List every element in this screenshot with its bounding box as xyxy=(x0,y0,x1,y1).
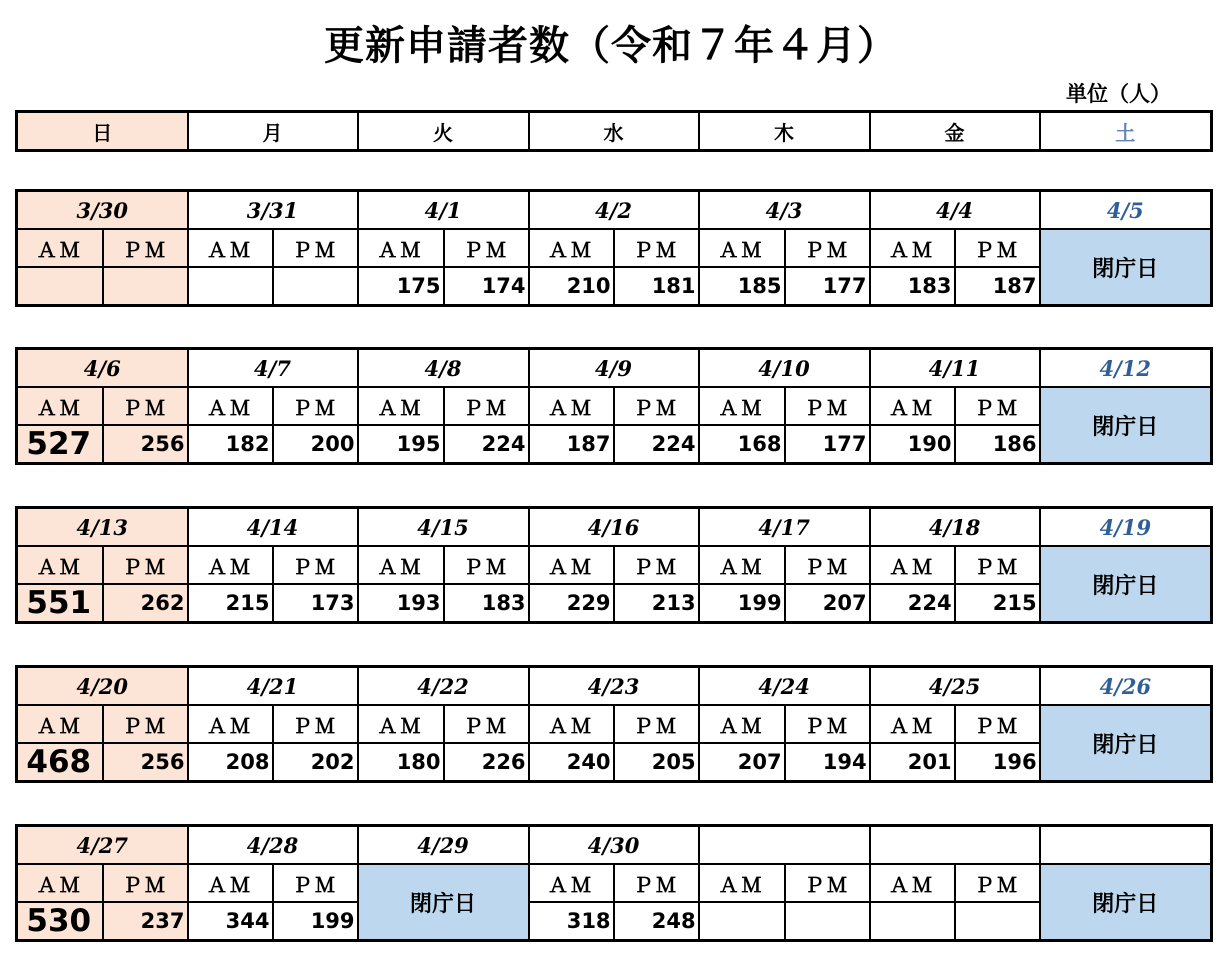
am-label: ＡＭ xyxy=(870,864,955,902)
am-count: 224 xyxy=(870,584,955,623)
am-count: 182 xyxy=(188,425,273,464)
pm-label: ＰＭ xyxy=(955,387,1040,425)
week-table xyxy=(15,824,1213,942)
pm-count: 173 xyxy=(273,584,358,623)
pm-count: 199 xyxy=(273,902,358,941)
closed-day-cell: 閉庁日 xyxy=(358,864,529,941)
am-count xyxy=(17,267,103,306)
pm-label: ＰＭ xyxy=(444,705,529,743)
date-cell-wed: 4/9 xyxy=(529,349,699,388)
pm-count: 177 xyxy=(785,267,870,306)
am-label: ＡＭ xyxy=(699,864,785,902)
am-count xyxy=(870,902,955,941)
pm-count: 200 xyxy=(273,425,358,464)
pm-label: ＰＭ xyxy=(273,705,358,743)
pm-count xyxy=(103,267,188,306)
am-count xyxy=(699,902,785,941)
date-cell-mon: 3/31 xyxy=(188,191,358,230)
pm-count: 177 xyxy=(785,425,870,464)
am-label: ＡＭ xyxy=(870,229,955,267)
pm-label: ＰＭ xyxy=(785,705,870,743)
am-count: 175 xyxy=(358,267,444,306)
pm-count: 224 xyxy=(444,425,529,464)
date-cell-tue: 4/8 xyxy=(358,349,529,388)
pm-count: 215 xyxy=(955,584,1040,623)
am-label: ＡＭ xyxy=(529,864,614,902)
date-cell-sat: 4/5 xyxy=(1040,191,1212,230)
am-label: ＡＭ xyxy=(17,387,103,425)
date-cell-thu: 4/3 xyxy=(699,191,870,230)
am-label: ＡＭ xyxy=(699,546,785,584)
am-label: ＡＭ xyxy=(358,229,444,267)
weekday-header xyxy=(15,110,1213,152)
am-count: 185 xyxy=(699,267,785,306)
date-cell-fri: 4/25 xyxy=(870,667,1040,706)
am-count: 215 xyxy=(188,584,273,623)
date-cell-wed: 4/30 xyxy=(529,826,699,865)
am-count: 468 xyxy=(17,743,103,782)
pm-count: 207 xyxy=(785,584,870,623)
pm-count: 256 xyxy=(103,425,188,464)
pm-count: 196 xyxy=(955,743,1040,782)
am-label: ＡＭ xyxy=(188,229,273,267)
pm-count: 181 xyxy=(614,267,699,306)
date-cell-wed: 4/2 xyxy=(529,191,699,230)
date-cell-sun: 4/13 xyxy=(17,508,188,547)
pm-count: 174 xyxy=(444,267,529,306)
date-cell-sun: 4/27 xyxy=(17,826,188,865)
week-table xyxy=(15,665,1213,783)
pm-count: 187 xyxy=(955,267,1040,306)
date-cell-fri: 4/18 xyxy=(870,508,1040,547)
pm-label: ＰＭ xyxy=(444,387,529,425)
date-cell-mon: 4/21 xyxy=(188,667,358,706)
weekday-thursday: 木 xyxy=(699,112,870,151)
week-table xyxy=(15,189,1213,307)
am-count: 208 xyxy=(188,743,273,782)
pm-label: ＰＭ xyxy=(614,387,699,425)
pm-label: ＰＭ xyxy=(103,546,188,584)
weekday-monday: 月 xyxy=(188,112,358,151)
week-table xyxy=(15,347,1213,465)
am-label: ＡＭ xyxy=(870,546,955,584)
pm-label: ＰＭ xyxy=(273,229,358,267)
am-label: ＡＭ xyxy=(529,387,614,425)
pm-count: 202 xyxy=(273,743,358,782)
date-cell-tue: 4/1 xyxy=(358,191,529,230)
pm-label: ＰＭ xyxy=(785,864,870,902)
am-label: ＡＭ xyxy=(358,705,444,743)
pm-label: ＰＭ xyxy=(955,705,1040,743)
am-count: 183 xyxy=(870,267,955,306)
pm-count: 205 xyxy=(614,743,699,782)
pm-label: ＰＭ xyxy=(273,864,358,902)
date-cell-fri: 4/4 xyxy=(870,191,1040,230)
page-title: 更新申請者数（令和７年４月） xyxy=(324,23,898,69)
date-cell-sun: 4/6 xyxy=(17,349,188,388)
weekday-wednesday: 水 xyxy=(529,112,699,151)
pm-label: ＰＭ xyxy=(614,864,699,902)
date-cell-sat: 4/12 xyxy=(1040,349,1212,388)
am-label: ＡＭ xyxy=(870,387,955,425)
am-count: 530 xyxy=(17,902,103,941)
weekday-saturday: 土 xyxy=(1040,112,1212,151)
pm-label: ＰＭ xyxy=(955,546,1040,584)
am-label: ＡＭ xyxy=(699,705,785,743)
date-cell-tue: 4/15 xyxy=(358,508,529,547)
pm-count: 256 xyxy=(103,743,188,782)
am-label: ＡＭ xyxy=(188,387,273,425)
am-count: 201 xyxy=(870,743,955,782)
am-count: 199 xyxy=(699,584,785,623)
pm-count xyxy=(273,267,358,306)
pm-count: 237 xyxy=(103,902,188,941)
pm-count: 183 xyxy=(444,584,529,623)
pm-count: 248 xyxy=(614,902,699,941)
pm-label: ＰＭ xyxy=(785,387,870,425)
am-label: ＡＭ xyxy=(358,387,444,425)
pm-label: ＰＭ xyxy=(785,546,870,584)
pm-label: ＰＭ xyxy=(103,705,188,743)
am-label: ＡＭ xyxy=(529,229,614,267)
am-count: 527 xyxy=(17,425,103,464)
am-label: ＡＭ xyxy=(17,864,103,902)
closed-day-cell: 閉庁日 xyxy=(1040,387,1212,464)
date-cell-tue: 4/22 xyxy=(358,667,529,706)
am-count: 187 xyxy=(529,425,614,464)
closed-day-cell: 閉庁日 xyxy=(1040,229,1212,306)
closed-day-cell: 閉庁日 xyxy=(1040,705,1212,782)
date-cell-wed: 4/16 xyxy=(529,508,699,547)
am-label: ＡＭ xyxy=(699,229,785,267)
am-count: 240 xyxy=(529,743,614,782)
pm-label: ＰＭ xyxy=(103,387,188,425)
pm-count: 262 xyxy=(103,584,188,623)
am-label: ＡＭ xyxy=(529,546,614,584)
am-label: ＡＭ xyxy=(529,705,614,743)
am-count: 193 xyxy=(358,584,444,623)
am-label: ＡＭ xyxy=(699,387,785,425)
closed-day-cell: 閉庁日 xyxy=(1040,546,1212,623)
am-count: 180 xyxy=(358,743,444,782)
am-count: 190 xyxy=(870,425,955,464)
pm-count: 186 xyxy=(955,425,1040,464)
am-label: ＡＭ xyxy=(17,229,103,267)
am-label: ＡＭ xyxy=(358,546,444,584)
pm-label: ＰＭ xyxy=(785,229,870,267)
am-count: 229 xyxy=(529,584,614,623)
am-label: ＡＭ xyxy=(188,705,273,743)
unit-label: 単位（人） xyxy=(1066,82,1171,106)
am-count: 168 xyxy=(699,425,785,464)
date-cell-fri xyxy=(870,826,1040,865)
date-cell-wed: 4/23 xyxy=(529,667,699,706)
am-label: ＡＭ xyxy=(188,546,273,584)
date-cell-sat: 4/26 xyxy=(1040,667,1212,706)
pm-label: ＰＭ xyxy=(955,864,1040,902)
date-cell-sun: 4/20 xyxy=(17,667,188,706)
date-cell-sun: 3/30 xyxy=(17,191,188,230)
pm-label: ＰＭ xyxy=(444,546,529,584)
date-cell-thu: 4/17 xyxy=(699,508,870,547)
date-cell-thu: 4/10 xyxy=(699,349,870,388)
weekday-sunday: 日 xyxy=(17,112,188,151)
pm-count: 224 xyxy=(614,425,699,464)
pm-label: ＰＭ xyxy=(444,229,529,267)
am-count: 195 xyxy=(358,425,444,464)
pm-label: ＰＭ xyxy=(103,229,188,267)
week-table xyxy=(15,506,1213,624)
pm-count xyxy=(785,902,870,941)
pm-count: 194 xyxy=(785,743,870,782)
date-cell-thu: 4/24 xyxy=(699,667,870,706)
pm-label: ＰＭ xyxy=(273,387,358,425)
am-count: 318 xyxy=(529,902,614,941)
weekday-friday: 金 xyxy=(870,112,1040,151)
pm-count: 213 xyxy=(614,584,699,623)
am-label: ＡＭ xyxy=(17,705,103,743)
am-count: 210 xyxy=(529,267,614,306)
am-count: 551 xyxy=(17,584,103,623)
am-count: 344 xyxy=(188,902,273,941)
pm-label: ＰＭ xyxy=(614,705,699,743)
am-count: 207 xyxy=(699,743,785,782)
closed-day-cell: 閉庁日 xyxy=(1040,864,1212,941)
date-cell-mon: 4/14 xyxy=(188,508,358,547)
date-cell-mon: 4/7 xyxy=(188,349,358,388)
date-cell-tue: 4/29 xyxy=(358,826,529,865)
pm-label: ＰＭ xyxy=(614,229,699,267)
am-label: ＡＭ xyxy=(870,705,955,743)
date-cell-fri: 4/11 xyxy=(870,349,1040,388)
am-label: ＡＭ xyxy=(188,864,273,902)
am-label: ＡＭ xyxy=(17,546,103,584)
weekday-tuesday: 火 xyxy=(358,112,529,151)
pm-count: 226 xyxy=(444,743,529,782)
pm-label: ＰＭ xyxy=(103,864,188,902)
pm-label: ＰＭ xyxy=(273,546,358,584)
date-cell-mon: 4/28 xyxy=(188,826,358,865)
pm-count xyxy=(955,902,1040,941)
am-count xyxy=(188,267,273,306)
pm-label: ＰＭ xyxy=(614,546,699,584)
date-cell-thu xyxy=(699,826,870,865)
pm-label: ＰＭ xyxy=(955,229,1040,267)
date-cell-sat: 4/19 xyxy=(1040,508,1212,547)
date-cell-sat xyxy=(1040,826,1212,865)
